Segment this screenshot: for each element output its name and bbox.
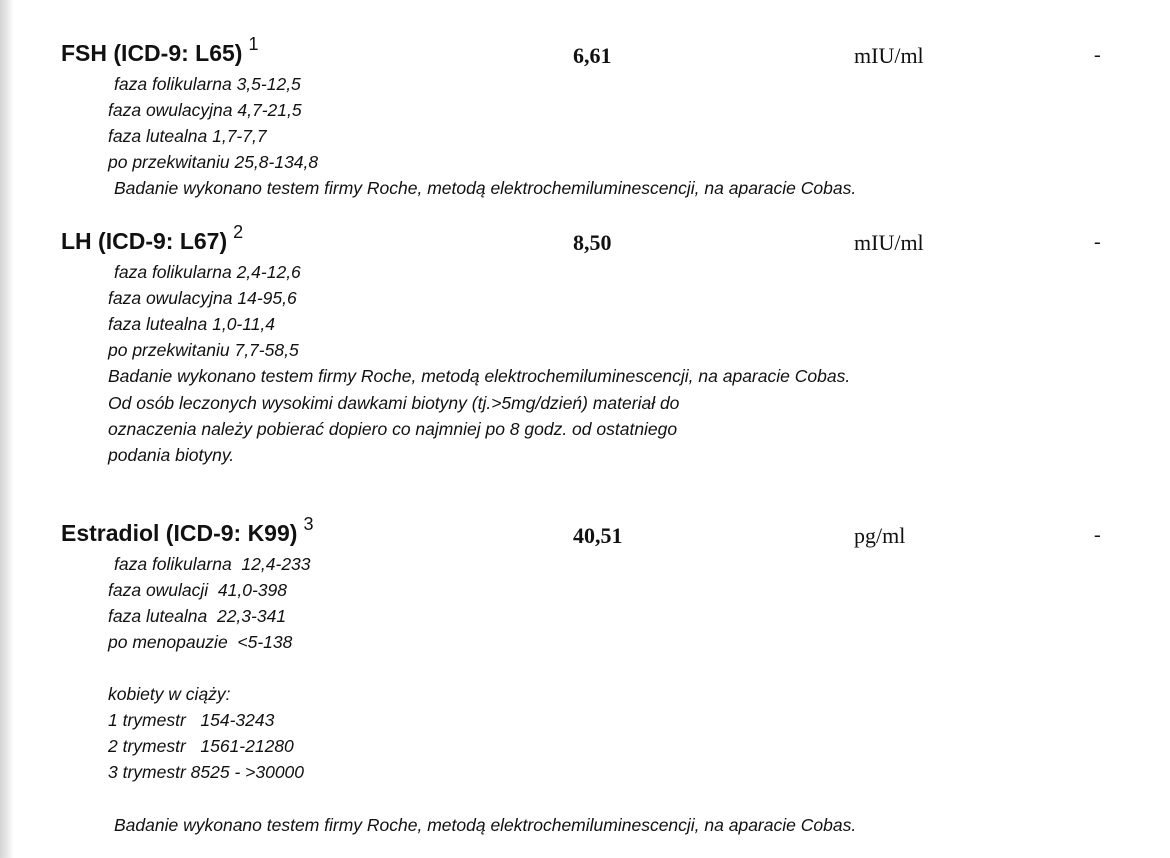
test-value-lh: 8,50 [573,230,612,255]
method-note-line: oznaczenia należy pobierać dopiero co najmniej po 8 godz. od ostatniego [108,419,678,439]
test-name-lh-label: LH (ICD-9: L67) [61,228,228,254]
reference-range-line: po menopauzie <5-138 [108,632,293,652]
reference-range-line: faza owulacyjna 14-95,6 [108,288,297,308]
test-name-estradiol-label: Estradiol (ICD-9: K99) [61,520,298,546]
reference-range-line: faza lutealna 1,7-7,7 [108,126,267,146]
test-name-lh [61,222,244,255]
reference-range-line: faza folikularna 2,4-12,6 [114,262,301,282]
test-flag-fsh: - [1094,44,1101,66]
test-value-estradiol: 40,51 [573,523,623,548]
test-unit-lh: mIU/ml [854,230,924,255]
page-edge-shadow [0,0,14,858]
pregnancy-range-line: 3 trymestr 8525 - >30000 [108,762,305,782]
reference-range-line: faza folikularna 3,5-12,5 [114,74,301,94]
test-unit-fsh: mIU/ml [854,43,924,68]
reference-range-line: po przekwitaniu 7,7-58,5 [108,340,299,360]
method-note-line: Badanie wykonano testem firmy Roche, metodą elektrochemiluminescencji, na aparacie Cobas. [108,366,851,386]
method-note-line: Od osób leczonych wysokimi dawkami biotyny (tj.>5mg/dzień) materiał do [108,393,680,413]
test-flag-estradiol: - [1094,524,1101,546]
test-value-fsh: 6,61 [573,43,612,68]
reference-range-line: faza owulacyjna 4,7-21,5 [108,100,302,120]
pregnancy-range-line: 1 trymestr 154-3243 [108,710,275,730]
reference-range-line: faza lutealna 22,3-341 [108,606,287,626]
test-flag-lh: - [1094,231,1101,253]
test-name-fsh-label: FSH (ICD-9: L65) [61,40,243,66]
test-ref-no-lh: 2 [233,222,244,242]
test-name-estradiol [61,514,314,547]
test-ref-no-fsh: 1 [248,34,259,54]
reference-range-line: faza lutealna 1,0-11,4 [108,314,276,334]
method-note-line: podania biotyny. [108,445,235,465]
method-note-line: Badanie wykonano testem firmy Roche, metodą elektrochemiluminescencji, na aparacie Cobas. [114,815,857,835]
test-unit-estradiol: pg/ml [854,523,906,548]
method-note-line: Badanie wykonano testem firmy Roche, metodą elektrochemiluminescencji, na aparacie Cobas. [114,178,857,198]
pregnancy-range-line: 2 trymestr 1561-21280 [108,736,294,756]
reference-range-line: faza folikularna 12,4-233 [114,554,311,574]
reference-range-line: faza owulacji 41,0-398 [108,580,287,600]
pregnancy-heading: kobiety w ciąży: [108,684,231,704]
test-ref-no-estradiol: 3 [303,514,314,534]
reference-range-line: po przekwitaniu 25,8-134,8 [108,152,319,172]
test-name-fsh [61,34,259,67]
